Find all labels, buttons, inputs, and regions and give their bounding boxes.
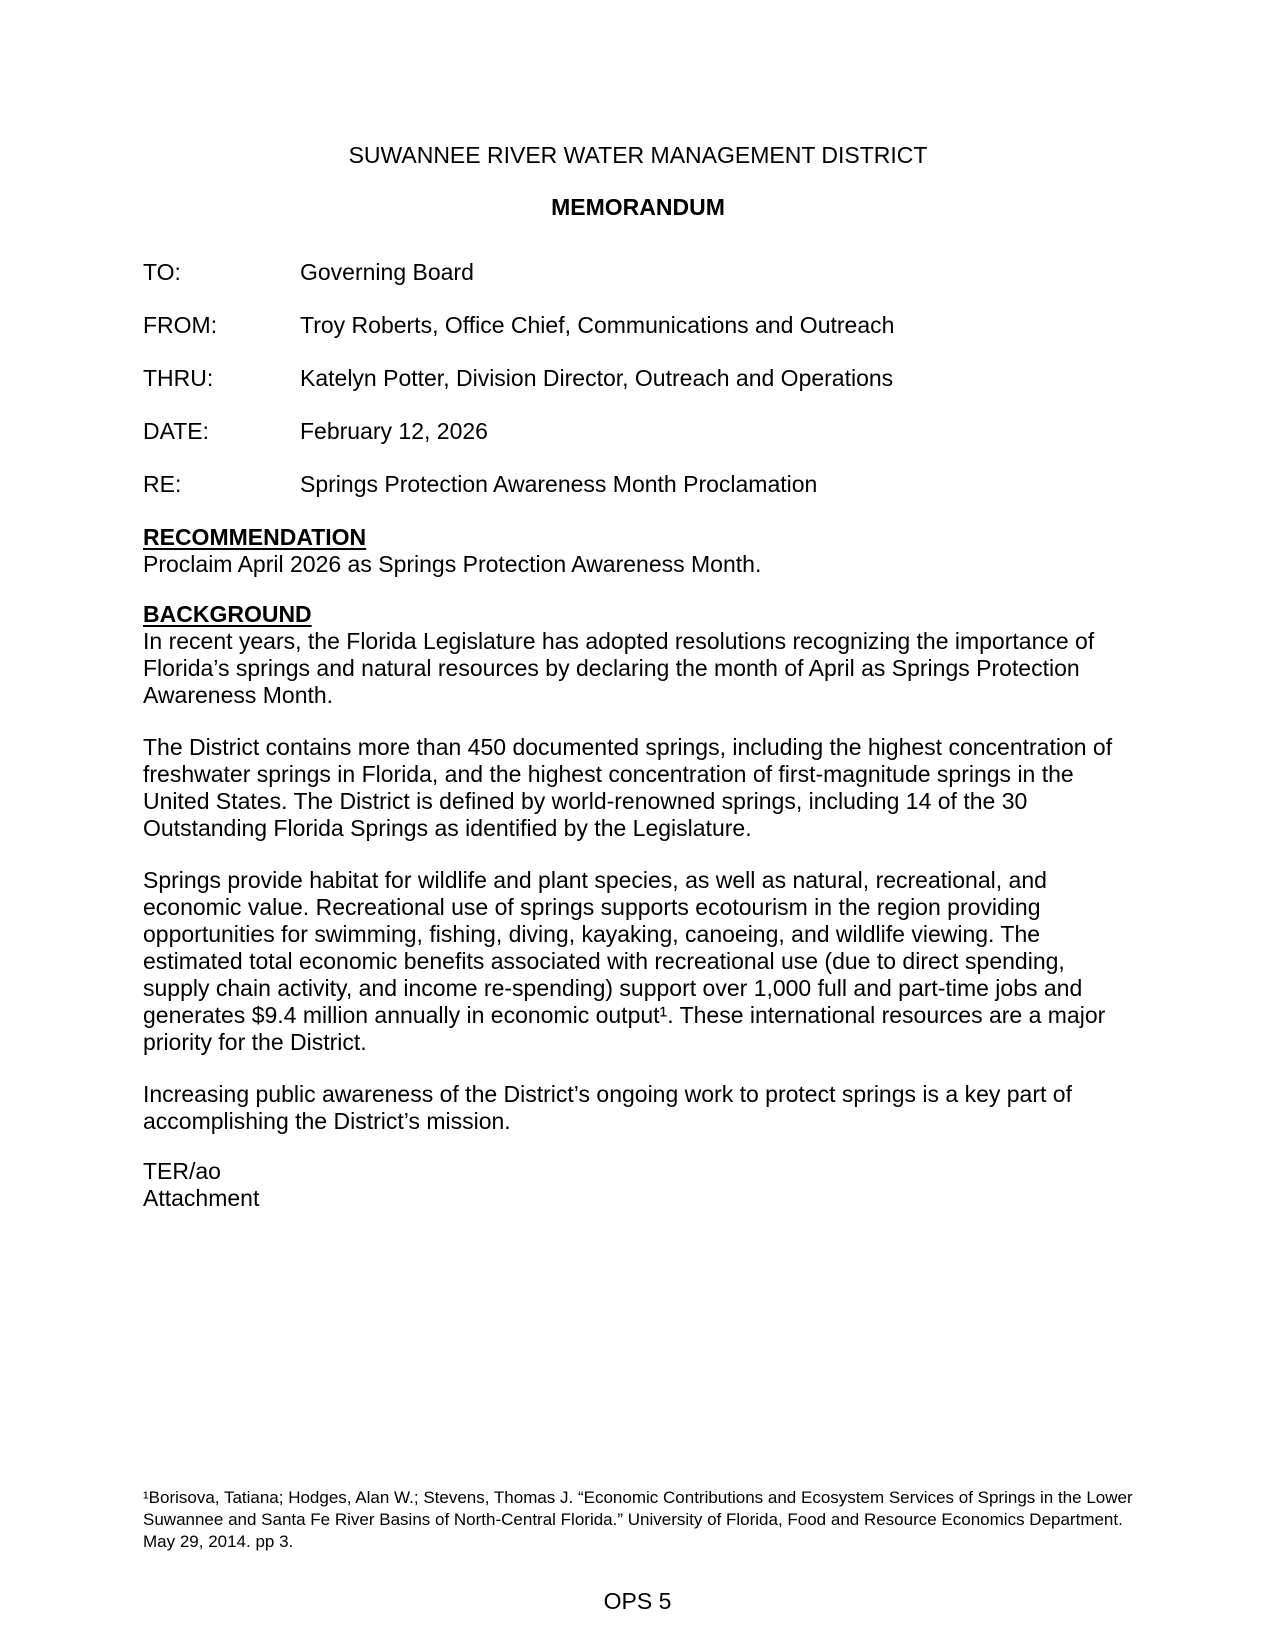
background-paragraph-1: In recent years, the Florida Legislature has adopted resolutions recognizing the importance of Florida’s springs and natural resources by declaring the month of April as Springs Protection Awareness Month. xyxy=(143,628,1095,708)
background-paragraph-2: The District contains more than 450 documented springs, including the highest concentration of freshwater springs in Florida, and the highest concentration of first-magnitude springs in the United States. The District is defined by world-renowned springs, including 14 of the 30 Outstanding Florida Springs as identified by the Legislature. xyxy=(143,734,1113,841)
field-row-to xyxy=(143,259,1133,286)
field-label-from: FROM: xyxy=(143,312,218,338)
field-value-from: Troy Roberts, Office Chief, Communications and Outreach xyxy=(300,312,895,338)
page-number-label: OPS 5 xyxy=(603,1588,672,1614)
field-value-date: February 12, 2026 xyxy=(300,418,488,444)
field-row-date xyxy=(143,418,1133,445)
background-paragraph-4: Increasing public awareness of the District’s ongoing work to protect springs is a key part of accomplishing the District’s mission. xyxy=(143,1081,1072,1134)
recommendation-section xyxy=(143,524,1133,578)
field-label-thru: THRU: xyxy=(143,365,214,391)
memo-content xyxy=(143,142,1133,1212)
field-row-re xyxy=(143,471,1133,498)
background-section xyxy=(143,601,1133,1135)
field-label-date: DATE: xyxy=(143,418,210,444)
footnote: ¹Borisova, Tatiana; Hodges, Alan W.; Stevens, Thomas J. “Economic Contributions and Ecosystem Services of Springs in the Lower Suwannee and Santa Fe River Basins of North-Central Florida.” University of Florida, Food and Resource Economics Department. May 29, 2014. pp 3. xyxy=(143,1488,1133,1551)
background-paragraph-3: Springs provide habitat for wildlife and plant species, as well as natural, recreational, and economic value. Recreational use of springs supports ecotourism in the region providing opportunities for swimming, fishing, diving, kayaking, canoeing, and wildlife viewing. The estimated total economic benefits associated with recreational use (due to direct spending, supply chain activity, and income re-spending) support over 1,000 full and part-time jobs and generates $9.4 million annually in economic output¹. These international resources are a major priority for the District. xyxy=(143,867,1106,1055)
organization-title: SUWANNEE RIVER WATER MANAGEMENT DISTRICT xyxy=(348,142,928,168)
closing-block xyxy=(143,1158,1133,1212)
background-heading: BACKGROUND xyxy=(143,601,312,627)
recommendation-heading: RECOMMENDATION xyxy=(143,524,367,550)
field-label-to: TO: xyxy=(143,259,181,285)
field-value-thru: Katelyn Potter, Division Director, Outreach and Operations xyxy=(300,365,894,391)
recommendation-body: Proclaim April 2026 as Springs Protection Awareness Month. xyxy=(143,551,762,577)
field-row-from xyxy=(143,312,1133,339)
author-initials: TER/ao xyxy=(143,1158,221,1184)
field-label-re: RE: xyxy=(143,471,182,497)
field-value-re: Springs Protection Awareness Month Proclamation xyxy=(300,471,818,497)
memo-header-fields xyxy=(143,259,1133,498)
field-value-to: Governing Board xyxy=(300,259,474,285)
document-type-title: MEMORANDUM xyxy=(551,194,725,220)
attachment-note: Attachment xyxy=(143,1185,260,1211)
field-row-thru xyxy=(143,365,1133,392)
